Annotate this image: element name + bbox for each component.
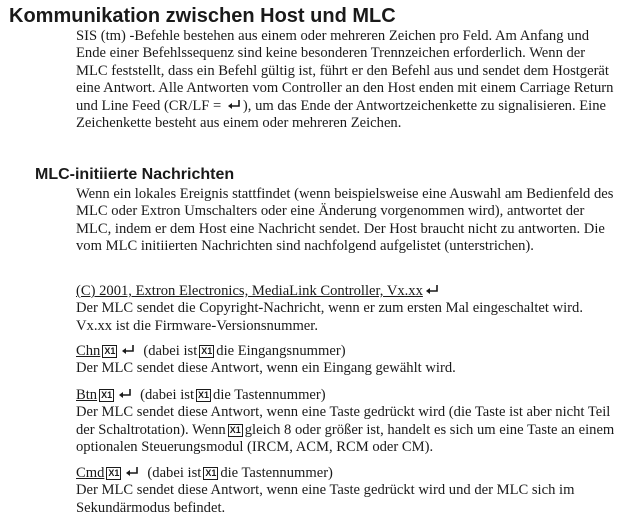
btn-note-pre: (dabei ist: [140, 387, 195, 403]
return-icon: [118, 388, 132, 400]
chn-command-line: [76, 343, 621, 360]
section-heading: Kommunikation zwischen Host und MLC: [9, 5, 396, 27]
x1-placeholder-icon: X1: [201, 346, 213, 356]
btn-command: Btn: [76, 387, 98, 403]
copyright-message-entry: [76, 283, 621, 335]
intro-text-b: ), um das Ende der Antwortzeichenkette zu signalisieren. Eine Zeichenkette besteht aus einem oder mehreren Zeichen.: [76, 97, 607, 132]
x1-placeholder-icon: X1: [108, 468, 120, 478]
chn-command: Chn: [76, 343, 101, 359]
cmd-note-pre: (dabei ist: [147, 465, 202, 481]
x1-placeholder-icon: X1: [205, 468, 217, 478]
cmd-command-line: [76, 465, 621, 482]
subsection-intro-paragraph: Wenn ein lokales Ereignis stattfindet (wenn beispielsweise eine Auswahl am Bedienfeld des MLC oder Extron Umschalters oder eine Änderung vorgenommen wird), antwortet der MLC, indem er dem Host eine Nachricht sendet. Der Host braucht nicht zu antworten. Die vom MLC initiierten Nachrichten sind nachfolgend aufgelistet (unterstrichen).: [76, 186, 614, 255]
return-icon: [125, 466, 139, 478]
x1-placeholder-icon: X1: [229, 424, 241, 435]
btn-command-line: [76, 387, 621, 404]
return-icon: [425, 284, 439, 296]
return-icon: [121, 344, 135, 356]
cmd-message-entry: [76, 465, 621, 517]
x1-placeholder-icon: X1: [198, 390, 210, 400]
copyright-command-line: [76, 283, 621, 300]
btn-message-entry: [76, 387, 621, 457]
btn-description-a: Der MLC sendet diese Antwort, wenn eine Taste gedrückt wird (die Taste ist aber nicht Teil der Schaltrotation). Wenn: [76, 404, 611, 438]
intro-text-a: SIS (tm) -Befehle bestehen aus einem oder mehreren Zeichen pro Feld. Am Anfang und Ende einer Befehlssequenz sind keine besonderen Trennzeichen erforderlich. Wenn der MLC feststellt, dass ein Befehl gültig ist, führt er den Befehl aus und sendet dem Hostgerät eine Antwort. Alle Antworten vom Controller an den Host enden mit einem Carriage Return und Line Feed (CR/LF =: [76, 28, 614, 114]
copyright-command: (C) 2001, Extron Electronics, MediaLink Controller, Vx.xx: [76, 283, 423, 299]
chn-message-entry: [76, 343, 621, 378]
subsection-heading: MLC-initiierte Nachrichten: [35, 166, 235, 183]
chn-note-pre: (dabei ist: [143, 343, 198, 359]
chn-description: Der MLC sendet diese Antwort, wenn ein Eingang gewählt wird.: [76, 360, 456, 377]
intro-paragraph: [76, 28, 616, 132]
x1-placeholder-icon: X1: [101, 390, 113, 400]
cmd-description: Der MLC sendet diese Antwort, wenn eine Taste gedrückt wird und der MLC sich im Sekundärmodus befindet.: [76, 482, 575, 516]
btn-note-post: die Tastennummer): [213, 387, 326, 403]
chn-note-post: die Eingangsnummer): [216, 343, 346, 359]
cmd-command: Cmd: [76, 465, 105, 481]
btn-description: [76, 404, 621, 456]
copyright-description: Der MLC sendet die Copyright-Nachricht, wenn er zum ersten Mal eingeschaltet wird. Vx.xx ist die Firmware-Versionsnummer.: [76, 300, 583, 334]
x1-placeholder-icon: X1: [104, 346, 116, 356]
return-icon: [227, 99, 241, 111]
cmd-note-post: die Tastennummer): [220, 465, 333, 481]
btn-description-b: gleich 8 oder größer ist, handelt es sich um eine Taste an einem optionalen Steuerungsmodul (IRCM, ACM, RCM oder CM).: [76, 421, 615, 456]
